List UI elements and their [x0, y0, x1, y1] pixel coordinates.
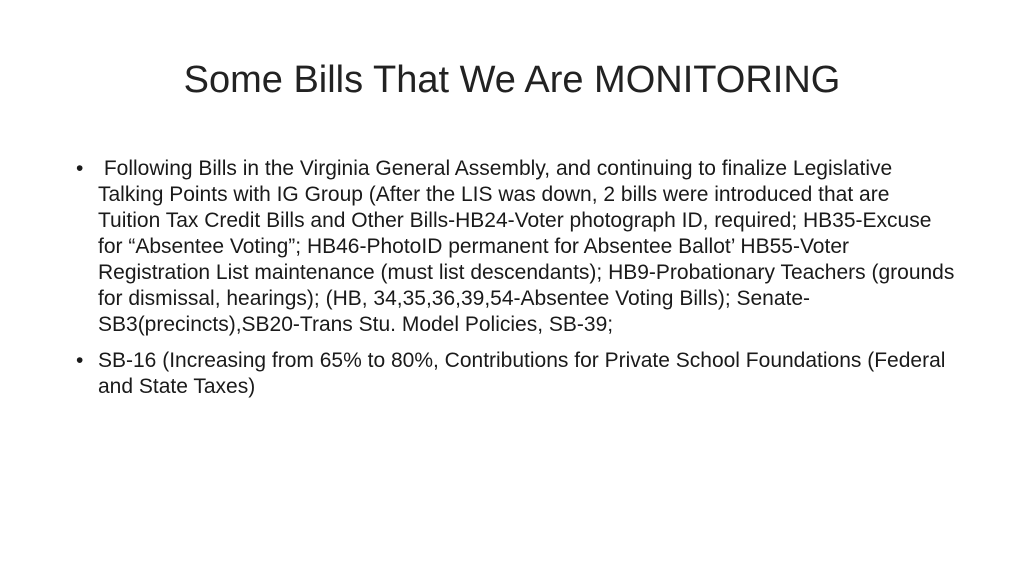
slide-title: Some Bills That We Are MONITORING — [183, 59, 841, 101]
bullet-item — [76, 348, 956, 400]
bullet-text: SB-16 (Increasing from 65% to 80%, Contributions for Private School Foundations (Federal and State Taxes) — [98, 349, 946, 398]
bullet-text: Following Bills in the Virginia General Assembly, and continuing to finalize Legislative Talking Points with IG Group (After the LIS was down, 2 bills were introduced that are Tuition Tax Credit Bills and Other Bills-HB24-Voter photograph ID, required; HB35-Excuse for “Absentee Voting”; HB46-PhotoID permanent for Absentee Ballot’ HB55-Voter Registration List maintenance (must list descendants); HB9-Probationary Teachers (grounds for dismissal, hearings); (HB, 34,35,36,39,54-Absentee Voting Bills); Senate-SB3(precincts),SB20-Trans Stu. Model Policies, SB-39; — [98, 157, 961, 336]
bullet-item — [76, 156, 961, 338]
bullet-dot-icon: • — [76, 157, 84, 180]
bullet-list — [76, 156, 961, 410]
bullet-dot-icon: • — [76, 349, 84, 372]
